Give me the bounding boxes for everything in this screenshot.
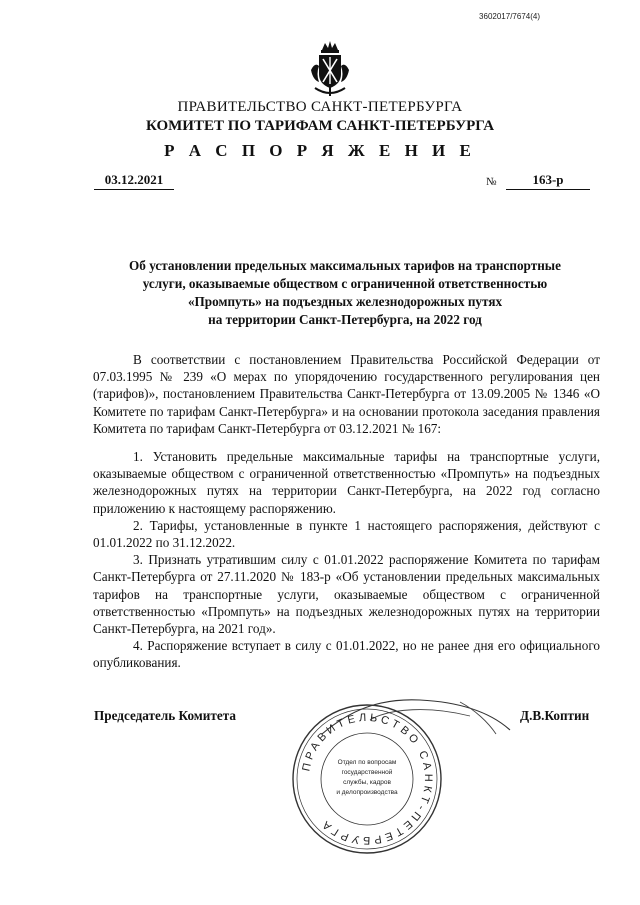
title-line: «Промпуть» на подъездных железнодорожных путях xyxy=(187,294,503,309)
document-type: Р А С П О Р Я Ж Е Н И Е xyxy=(164,141,476,160)
stamp-ring-text: ПРАВИТЕЛЬСТВО САНКТ-ПЕТЕРБУРГА xyxy=(300,711,435,847)
government-name: ПРАВИТЕЛЬСТВО САНКТ-ПЕТЕРБУРГА xyxy=(177,99,463,115)
item-3: 3. Признать утратившим силу с 01.01.2022 распоряжение Комитета по тарифам Санкт-Петербурга от 27.11.2020 № 183-р «Об установлении предельных максимальных тарифов на транспортные услуги, оказываемые обществом с ограниченной ответственностью «Промпуть» на подъездных железнодорожных путях на территории Санкт-Петербурга, на 2021 год». xyxy=(93,552,600,637)
item-4: 4. Распоряжение вступает в силу с 01.01.2022, но не ранее дня его официального опубликования. xyxy=(93,638,600,671)
stamp-center-text: государственной xyxy=(341,769,393,776)
preamble-text: В соответствии с постановлением Правительства Российской Федерации от 07.03.1995 № 239 «О мерах по упорядочению государственного регулирования цен (тарифов)», постановлением Правительства Санкт-Петербурга от 13.09.2005 № 1346 «О Комитете по тарифам Санкт-Петербурга» и на основании протокола заседания правления Комитета по тарифам Санкт-Петербурга от 03.12.2021 № 167: xyxy=(93,352,600,436)
preamble xyxy=(93,351,600,437)
title-line: на территории Санкт-Петербурга, на 2022 год xyxy=(208,312,482,327)
title-line: услуги, оказываемые обществом с ограниченной ответственностью xyxy=(142,276,548,291)
stamp-center-text: Отдел по вопросам xyxy=(337,759,397,766)
document-number: 163-р xyxy=(506,172,590,190)
stamp-center-text: службы, кадров xyxy=(343,779,391,786)
document-date: 03.12.2021 xyxy=(94,172,174,190)
resolution-items xyxy=(93,448,600,672)
official-stamp xyxy=(288,700,446,858)
document-code: 3602017/7674(4) xyxy=(479,12,540,21)
item-1: 1. Установить предельные максимальные тарифы на транспортные услуги, оказываемые обществом с ограниченной ответственностью «Промпуть» на подъездных железнодорожных путях на территории Санкт-Петербурга, на 2022 год согласно приложению к настоящему распоряжению. xyxy=(93,449,600,516)
number-label: № xyxy=(486,176,497,188)
signer-title: Председатель Комитета xyxy=(94,708,236,723)
signer-name: Д.В.Коптин xyxy=(520,708,590,723)
item-2: 2. Тарифы, установленные в пункте 1 настоящего распоряжения, действуют с 01.01.2022 по 31.12.2022. xyxy=(93,517,600,551)
committee-name: КОМИТЕТ ПО ТАРИФАМ САНКТ-ПЕТЕРБУРГА xyxy=(145,118,495,134)
document-title xyxy=(90,257,600,329)
stamp-center-text: и делопроизводства xyxy=(336,789,398,796)
coat-of-arms-icon xyxy=(307,40,353,100)
title-line: Об установлении предельных максимальных тарифов на транспортные xyxy=(129,258,561,273)
